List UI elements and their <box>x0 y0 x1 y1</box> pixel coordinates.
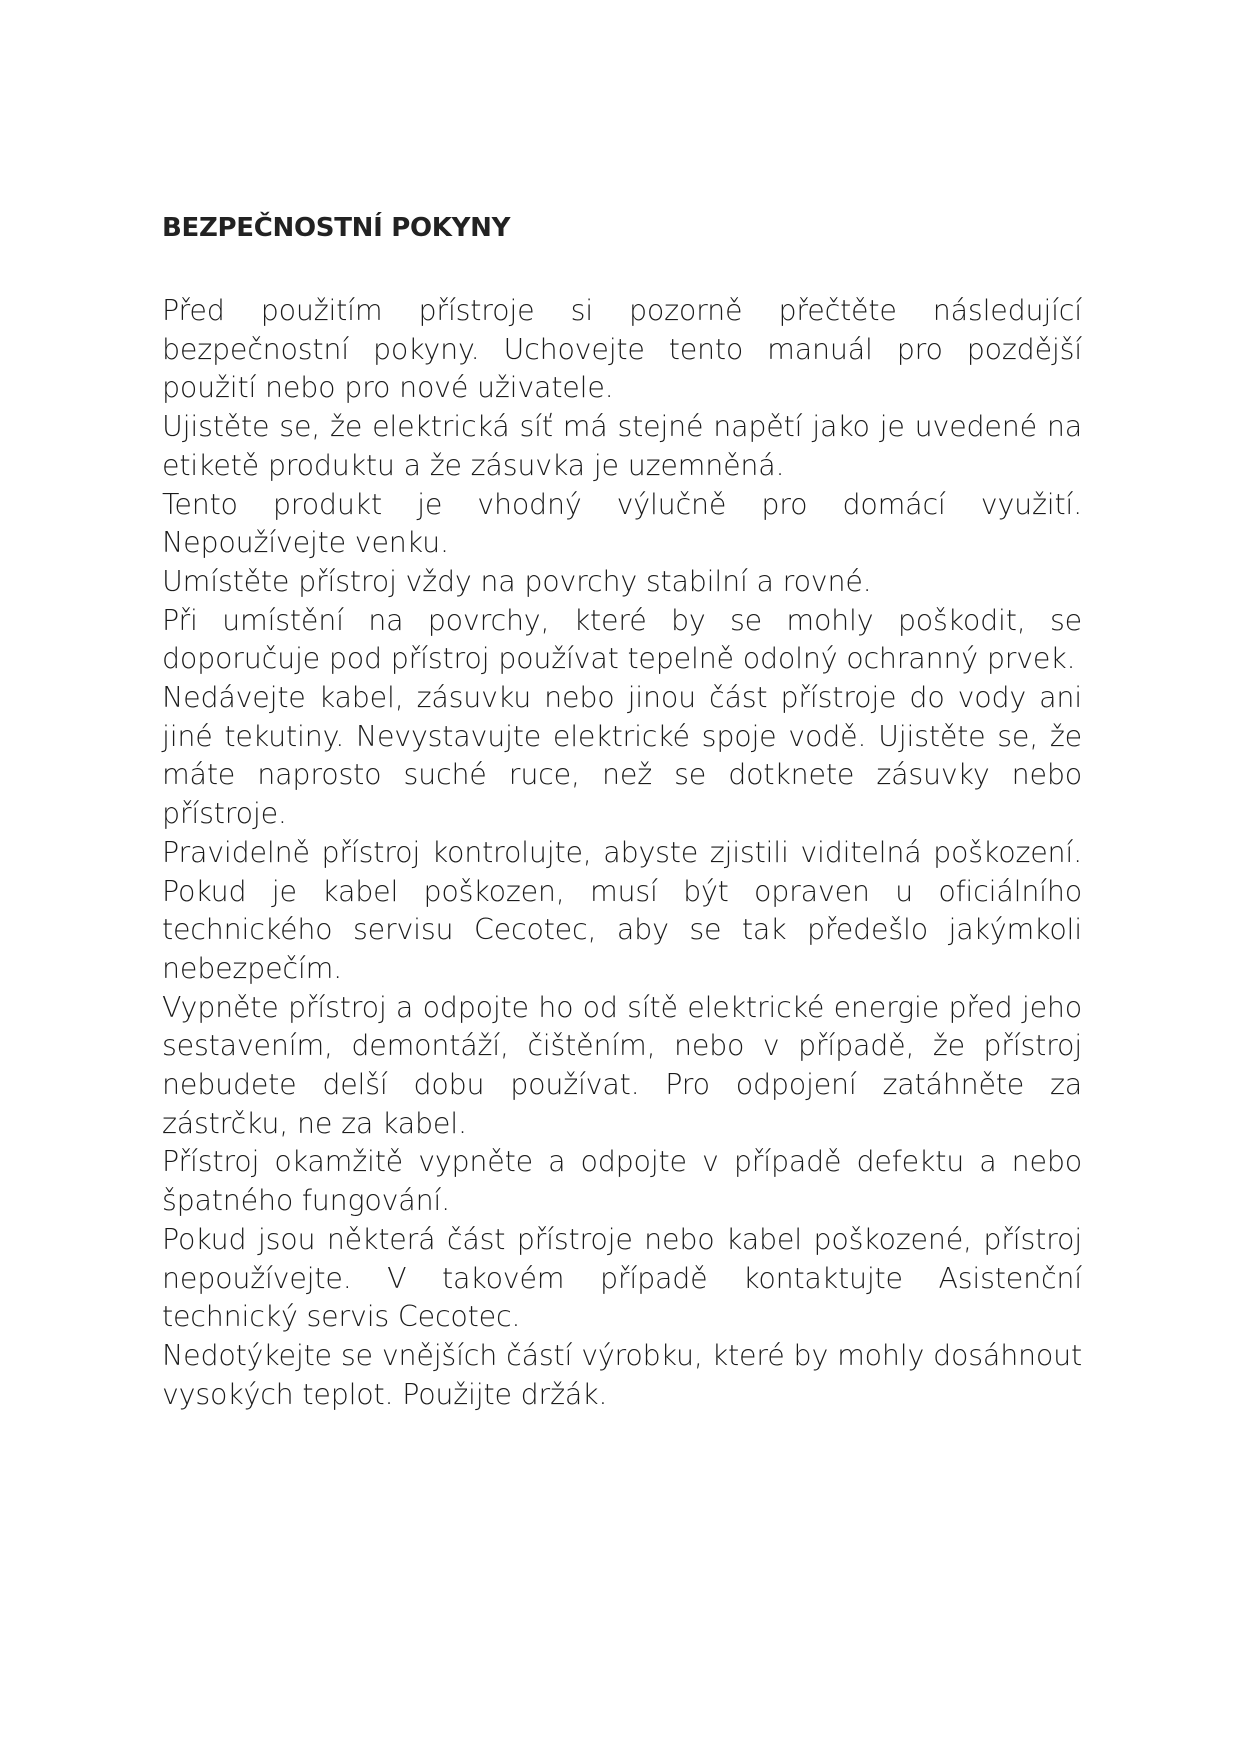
instruction-paragraph-5: Při umístění na povrchy, které by se mohly poškodit, se doporučuje pod přístroj používat tepelně odolný ochranný prvek. <box>162 603 1082 676</box>
instruction-paragraph-3: Tento produkt je vhodný výlučně pro domácí využití. Nepoužívejte venku. <box>162 487 1082 560</box>
document-page <box>162 208 1082 1414</box>
instruction-paragraph-6: Nedávejte kabel, zásuvku nebo jinou část přístroje do vody ani jiné tekutiny. Nevystavujte elektrické spoje vodě. Ujistěte se, že máte naprosto suché ruce, než se dotknete zásuvky nebo přístroje. <box>162 681 1082 831</box>
instruction-paragraph-8: Vypněte přístroj a odpojte ho od sítě elektrické energie před jeho sestavením, demontáží, čištěním, nebo v případě, že přístroj nebudete delší dobu používat. Pro odpojení zatáhněte za zástrčku, ne za kabel. <box>162 990 1082 1140</box>
instruction-paragraph-7: Pravidelně přístroj kontrolujte, abyste zjistili viditelná poškození. Pokud je kabel poškozen, musí být opraven u oficiálního technického servisu Cecotec, aby se tak předešlo jakýmkoli nebezpečím. <box>162 835 1082 985</box>
instruction-paragraph-10: Pokud jsou některá část přístroje nebo kabel poškozené, přístroj nepoužívejte. V takovém případě kontaktujte Asistenční technický servis Cecotec. <box>162 1222 1082 1334</box>
instruction-paragraph-9: Přístroj okamžitě vypněte a odpojte v případě defektu a nebo špatného fungování. <box>162 1145 1082 1218</box>
instruction-paragraph-2: Ujistěte se, že elektrická síť má stejné napětí jako je uvedené na etiketě produktu a že zásuvka je uzemněná. <box>162 410 1082 482</box>
instruction-paragraph-4: Umístěte přístroj vždy na povrchy stabilní a rovné. <box>162 564 872 598</box>
instruction-paragraph-11: Nedotýkejte se vnějších částí výrobku, které by mohly dosáhnout vysokých teplot. Použijte držák. <box>162 1338 1082 1411</box>
instruction-paragraph-1: Před použitím přístroje si pozorně přečtěte následující bezpečnostní pokyny. Uchovejte tento manuál pro pozdější použití nebo pro nové uživatele. <box>162 294 1082 405</box>
section-heading: BEZPEČNOSTNÍ POKYNY <box>162 213 511 243</box>
